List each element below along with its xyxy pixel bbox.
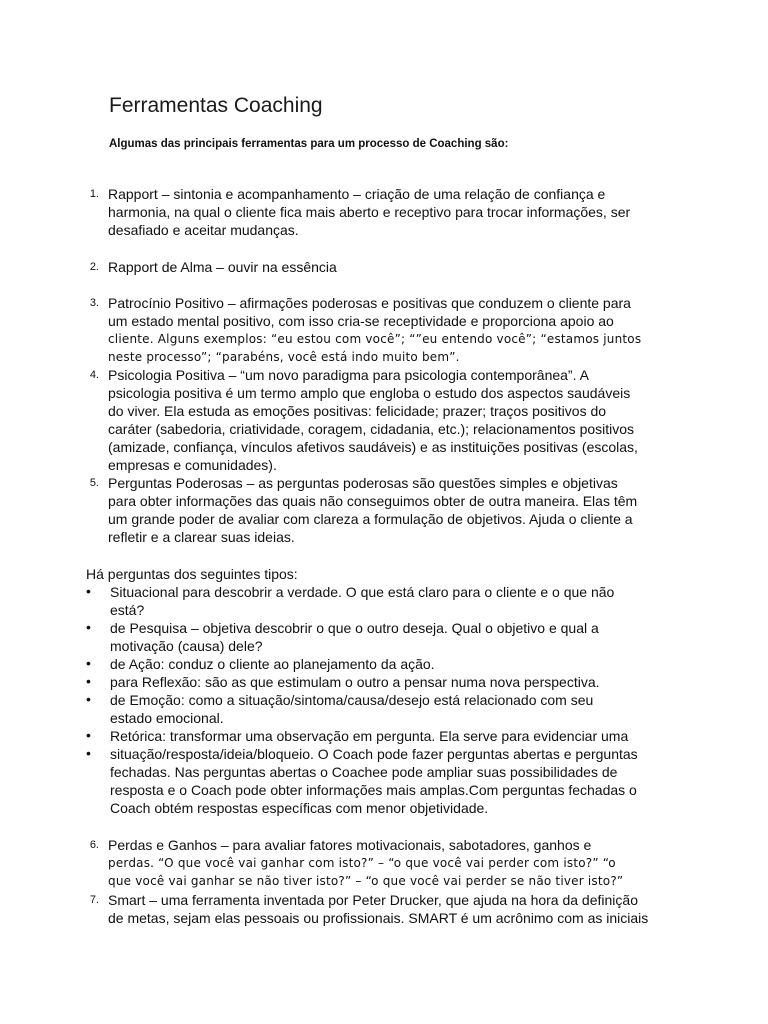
list-item-perdas-ganhos: [108, 836, 668, 890]
bullet-line: de Emoção: como a situação/sintoma/causa/desejo está relacionado com seu: [110, 692, 594, 708]
item-line: refletir e a clarear suas ideias.: [108, 529, 295, 545]
bullet-line: motivação (causa) dele?: [110, 638, 263, 654]
item-line: Rapport – sintonia e acompanhamento – criação de uma relação de confiança e: [108, 186, 606, 202]
bullet-item: [110, 745, 670, 817]
item-line-part: Psicologia Positiva – “um novo paradigma para psicologia contemporânea”. A: [108, 367, 589, 383]
item-number: 3.: [89, 297, 99, 309]
bullet-line: situação/resposta/ideia/bloqueio. O Coach pode fazer perguntas abertas e perguntas: [110, 746, 638, 762]
bullet-icon: •: [86, 691, 91, 707]
bullet-item: [110, 655, 670, 673]
bullet-icon: •: [86, 619, 91, 635]
item-line: neste processo”; “parabéns, você está indo muito bem”.: [108, 350, 460, 364]
bullet-line: está?: [110, 602, 145, 618]
item-line: desafiado e aceitar mudanças.: [108, 222, 299, 238]
item-number: 7.: [89, 894, 99, 906]
item-line: perdas. “O que você vai ganhar com isto?” – “o que você vai perder com isto?” “o: [108, 856, 616, 870]
bullet-icon: •: [86, 727, 91, 743]
bullet-line: fechadas. Nas perguntas abertas o Coachee pode ampliar suas possibilidades de: [110, 764, 618, 780]
bullet-icon: •: [86, 673, 91, 689]
item-line: Perguntas Poderosas – as perguntas poderosas são questões simples e objetivas: [108, 475, 618, 491]
item-line: psicologia positiva é um termo amplo que engloba o estudo dos aspectos saudáveis: [108, 385, 631, 401]
list-item-smart: [108, 891, 668, 927]
item-line: do viver. Ela estuda as emoções positivas: felicidade; prazer; traços positivos do: [108, 403, 607, 419]
item-line: Smart – uma ferramenta inventada por Peter Drucker, que ajuda na hora da definição: [108, 892, 638, 908]
bullet-line: de Ação: conduz o cliente ao planejamento da ação.: [110, 656, 435, 672]
bullet-line: resposta e o Coach pode obter informações mais amplas.Com perguntas fechadas o: [110, 782, 637, 798]
item-line: para obter informações das quais não conseguimos obter de outra maneira. Elas têm: [108, 493, 638, 509]
bullet-item: [110, 619, 670, 655]
page-subtitle: Algumas das principais ferramentas para um processo de Coaching são:: [109, 138, 509, 150]
bullet-icon: •: [86, 655, 91, 671]
bullet-icon: •: [86, 583, 91, 599]
item-line: empresas e comunidades).: [108, 457, 277, 473]
item-line: [108, 366, 668, 384]
bullet-item: [110, 727, 670, 745]
item-number: 5.: [89, 477, 99, 489]
item-line: de metas, sejam elas pessoais ou profissionais. SMART é um acrônimo com as iniciais: [108, 910, 649, 926]
item-line: Rapport de Alma – ouvir na essência: [108, 259, 337, 275]
list-item-perguntas: [108, 474, 668, 546]
types-intro: Há perguntas dos seguintes tipos:: [86, 566, 298, 582]
bullet-line: Coach obtém respostas específicas com menor objetividade.: [110, 800, 489, 816]
item-line: (amizade, confiança, vínculos afetivos saudáveis) e as instituições positivas (escolas,: [108, 439, 638, 455]
bullet-item: [110, 673, 670, 691]
page-title: Ferramentas Coaching: [109, 94, 323, 117]
list-item-psicologia: [108, 366, 668, 474]
item-line: Patrocínio Positivo – afirmações poderosas e positivas que conduzem o cliente para: [108, 295, 631, 311]
item-number: 6.: [89, 839, 99, 851]
item-line: harmonia, na qual o cliente fica mais aberto e receptivo para trocar informações, ser: [108, 204, 631, 220]
bullet-item: [110, 583, 670, 619]
list-item-patrocinio: [108, 294, 668, 366]
item-line: que você vai ganhar se não tiver isto?” – “o que você vai perder se não tiver isto?”: [108, 874, 624, 888]
item-number: 4.: [89, 369, 99, 381]
bullet-line: Situacional para descobrir a verdade. O que está claro para o cliente e o que não: [110, 584, 615, 600]
item-number: 2.: [89, 261, 99, 273]
item-number: 1.: [89, 188, 99, 200]
item-line: um grande poder de avaliar com clareza a formulação de objetivos. Ajuda o cliente a: [108, 511, 633, 527]
bullet-line: estado emocional.: [110, 710, 224, 726]
bullet-line: de Pesquisa – objetiva descobrir o que o outro deseja. Qual o objetivo e qual a: [110, 620, 599, 636]
item-line: cliente. Alguns exemplos: “eu estou com você”; “”eu entendo você”; “estamos juntos: [108, 332, 642, 346]
item-line: Perdas e Ganhos – para avaliar fatores motivacionais, sabotadores, ganhos e: [108, 837, 592, 853]
list-item-rapport-alma: [108, 258, 668, 276]
item-line: um estado mental positivo, com isso cria-se receptividade e proporciona apoio ao: [108, 313, 614, 329]
bullet-line: para Reflexão: são as que estimulam o outro a pensar numa nova perspectiva.: [110, 674, 600, 690]
bullet-icon: •: [86, 745, 91, 761]
list-item-rapport: [108, 185, 668, 239]
bullet-line: Retórica: transformar uma observação em pergunta. Ela serve para evidenciar uma: [110, 728, 629, 744]
item-line: caráter (sabedoria, criatividade, coragem, cidadania, etc.); relacionamentos positivos: [108, 421, 635, 437]
bullet-item: [110, 691, 670, 727]
